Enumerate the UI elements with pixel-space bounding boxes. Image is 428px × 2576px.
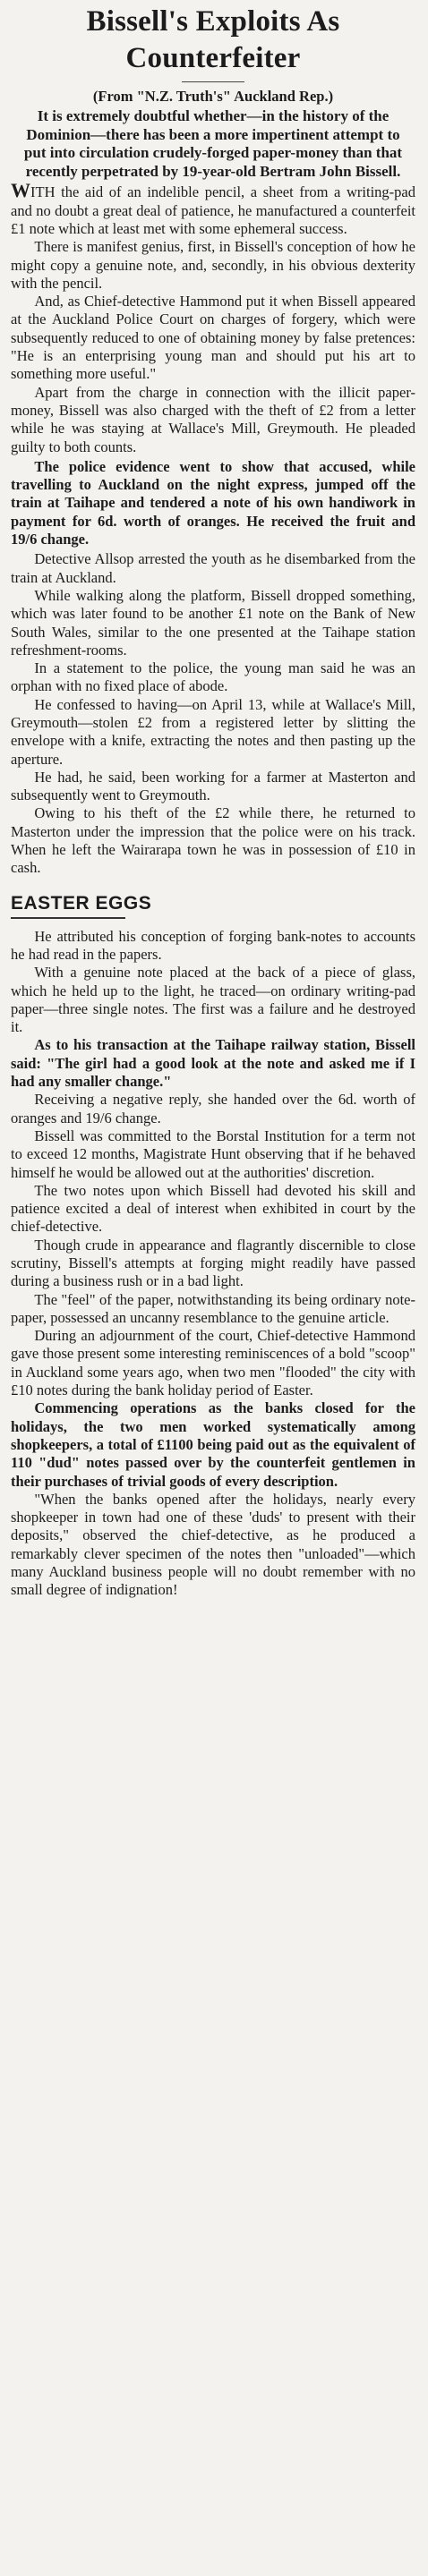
- paragraph-20: During an adjournment of the court, Chief-detective Hammond gave those present some interesting reminiscences of a bold "scoop" in Auckland some years ago, when two men "flooded" the city with £10 notes during the bank holiday period of Easter.: [11, 1327, 415, 1399]
- paragraph-2: There is manifest genius, first, in Bissell's conception of how he might copy a genuine note, and, secondly, in his obvious dexterity with the pencil.: [11, 238, 415, 292]
- paragraph-22: "When the banks opened after the holidays, nearly every shopkeeper in town had one of these 'duds' to present with their deposits," observed the chief-detective, as he produced a remarkably clever specimen of the notes then "unloaded"—which many Auckland business people will no doubt remember with no small degree of indignation!: [11, 1490, 415, 1599]
- paragraph-5: The police evidence went to show that accused, while travelling to Auckland on the night express, jumped off the train at Taihape and tendered a note of his own handiwork in payment for 6d. worth of oranges. He received the fruit and 19/6 change.: [11, 457, 415, 548]
- paragraph-18: Though crude in appearance and flagrantly discernible to close scrutiny, Bissell's attempts at forging might readily have passed during a business rush or in a bad light.: [11, 1236, 415, 1290]
- paragraph-13: With a genuine note placed at the back of a piece of glass, which he held up to the light, he traced—on ordinary writing-pad paper—three single notes. The first was a failure and he destroyed it.: [11, 964, 415, 1036]
- paragraph-17: The two notes upon which Bissell had devoted his skill and patience excited a deal of interest when exhibited in court by the chief-detective.: [11, 1181, 415, 1236]
- paragraph-12: He attributed his conception of forging bank-notes to accounts he had read in the papers.: [11, 927, 415, 963]
- lead-paragraph: It is extremely doubtful whether—in the history of the Dominion—there has been a more impertinent attempt to put into circulation crudely-forged paper-money than that recently perpetrated by 19-year-old Bertram John Bissell.: [23, 107, 403, 180]
- paragraph-15: Receiving a negative reply, she handed over the 6d. worth of oranges and 19/6 change.: [11, 1091, 415, 1126]
- headline-line-2: Counterfeiter: [125, 42, 301, 74]
- paragraph-6: Detective Allsop arrested the youth as he disembarked from the train at Auckland.: [11, 550, 415, 586]
- paragraph-7: While walking along the platform, Bissell dropped something, which was later found to be another £1 note on the Bank of New South Wales, similar to the one presented at the Taihape station refreshment-rooms.: [11, 586, 415, 659]
- source-credit: (From "N.Z. Truth's" Auckland Rep.): [92, 88, 334, 105]
- headline-rule: [182, 81, 244, 82]
- paragraph-21: Commencing operations as the banks closed for the holidays, the two men worked systematically among shopkeepers, a total of £1100 being paid out as the equivalent of 110 "dud" notes passed over by the counterfeit gentlemen in their purchases of trivial goods of every description.: [11, 1399, 415, 1490]
- paragraph-10: He had, he said, been working for a farmer at Masterton and subsequently went to Greymouth.: [11, 768, 415, 804]
- subheading: EASTER EGGS: [11, 892, 152, 914]
- paragraph-8: In a statement to the police, the young man said he was an orphan with no fixed place of abode.: [11, 659, 415, 695]
- subheading-block: [11, 892, 415, 919]
- initial-letter: W: [11, 179, 30, 202]
- article-headline: [11, 4, 415, 77]
- article-body: [11, 107, 415, 1600]
- paragraph-1: [11, 179, 415, 238]
- paragraph-4: Apart from the charge in connection with the illicit paper-money, Bissell was also charged with the theft of £2 from a letter while he was staying at Wallace's Mill, Greymouth. He pleaded guilty to both counts.: [11, 383, 415, 455]
- paragraph-19: The "feel" of the paper, notwithstanding its being ordinary note-paper, possessed an uncanny resemblance to the genuine article.: [11, 1290, 415, 1326]
- paragraph-14: As to his transaction at the Taihape railway station, Bissell said: "The girl had a good look at the note and asked me if I had any smaller change.": [11, 1036, 415, 1091]
- headline-line-1: Bissell's Exploits As: [86, 5, 340, 38]
- paragraph-3: And, as Chief-detective Hammond put it when Bissell appeared at the Auckland Police Court on charges of forgery, which were subsequently reduced to one of obtaining money by false pretences: "He is an enterprising young man and should put his art to something more useful.": [11, 293, 415, 383]
- paragraph-11: Owing to his theft of the £2 while there, he returned to Masterton under the impression that the police were on his track. When he left the Wairarapa town he was in possession of £10 in cash.: [11, 804, 415, 877]
- subheading-rule: [11, 917, 125, 919]
- paragraph-1-text: ITH the aid of an indelible pencil, a sheet from a writing-pad and no doubt a great deal of patience, he manufactured a counterfeit £1 note which at least met with some ephemeral success.: [11, 183, 415, 237]
- paragraph-9: He confessed to having—on April 13, while at Wallace's Mill, Greymouth—stolen £2 from a registered letter by slitting the envelope with a knife, extracting the notes and then pasting up the aperture.: [11, 695, 415, 768]
- paragraph-16: Bissell was committed to the Borstal Institution for a term not to exceed 12 months, Magistrate Hunt observing that if he behaved himself he would be allowed out at the authorities' discretion.: [11, 1126, 415, 1181]
